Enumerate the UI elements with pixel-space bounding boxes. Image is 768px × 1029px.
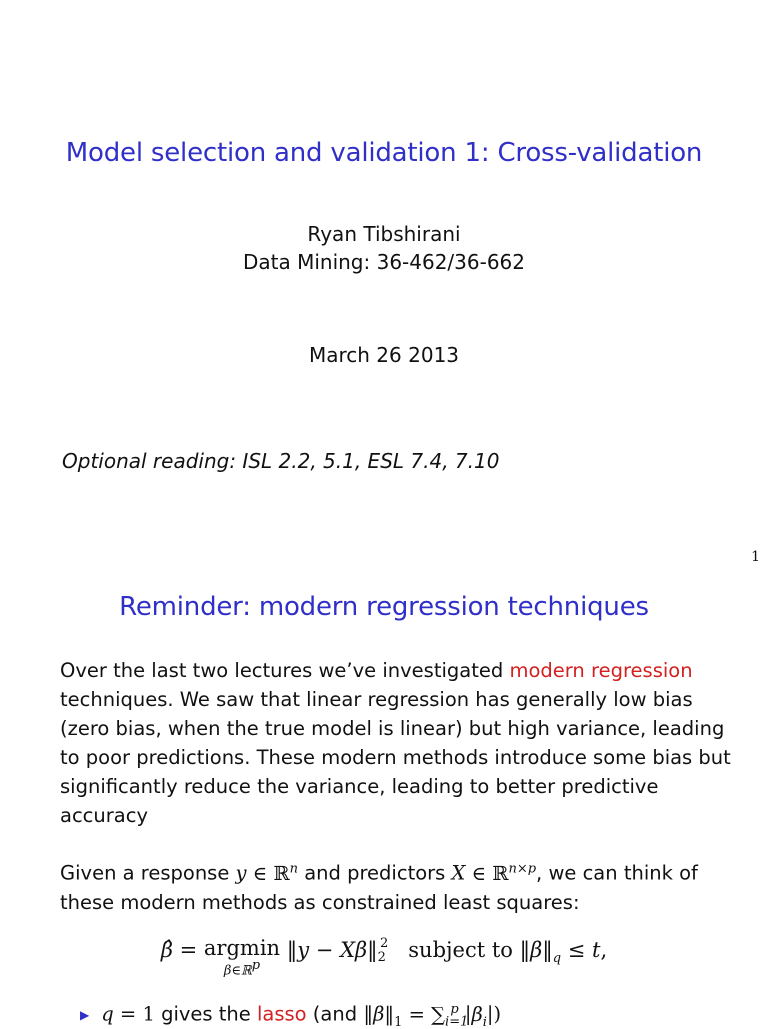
para2-a: Given a response xyxy=(60,861,236,885)
author: Ryan Tibshirani xyxy=(307,222,461,246)
para2-c: , we can think of these modern methods as constrained least squares: xyxy=(60,861,698,914)
course: Data Mining: 36-462/36-662 xyxy=(242,250,526,274)
page-number: 1 xyxy=(751,549,760,565)
paragraph-2: Given a response y ∈ ℝ$^n$ and predictors X ∈ ℝ$^{n\times p}$, we can think of these modern methods as constrained least squares: xyxy=(60,861,698,914)
bullet-lasso: ▶ q = 1 gives the lasso (and $‖\beta‖_1 = \sum_{i=1}^p$ $|\beta_i|$) xyxy=(80,1002,502,1029)
math-x-in-rnp: X xyxy=(451,861,466,885)
paragraph-1 xyxy=(60,656,740,830)
slide1-title: Model selection and validation 1: Cross-validation xyxy=(65,138,703,168)
bullet-lead: gives the xyxy=(161,1002,257,1026)
lasso-highlight: lasso xyxy=(256,1002,307,1026)
optional-reading: Optional reading: ISL 2.2, 5.1, ESL 7.4, 7.10 xyxy=(62,449,500,473)
math-y-in-rn: y xyxy=(235,861,247,885)
date: March 26 2013 xyxy=(308,343,460,367)
slide2-title: Reminder: modern regression techniques xyxy=(119,592,649,622)
para1-lead: Over the last two lectures we’ve investigated xyxy=(60,659,510,682)
modern-regression-highlight: modern regression xyxy=(509,659,693,682)
equation-constrained-ls: β̂ = argmin β∈ℝ$^p$ ‖y − $X\beta‖_2^2$ subject to $‖\beta‖_q \le t$, xyxy=(160,936,608,979)
triangle-bullet-icon: ▶ xyxy=(80,1007,90,1022)
para1-rest: techniques. We saw that linear regression has generally low bias (zero bias, when the true model is linear) but high variance, leading to poor predictions. These modern methods introduce some bias but significantly reduce the variance, leading to better predictive accuracy xyxy=(60,688,731,827)
bullet-rest: (and xyxy=(306,1002,364,1026)
para2-b: and predictors xyxy=(298,861,452,885)
